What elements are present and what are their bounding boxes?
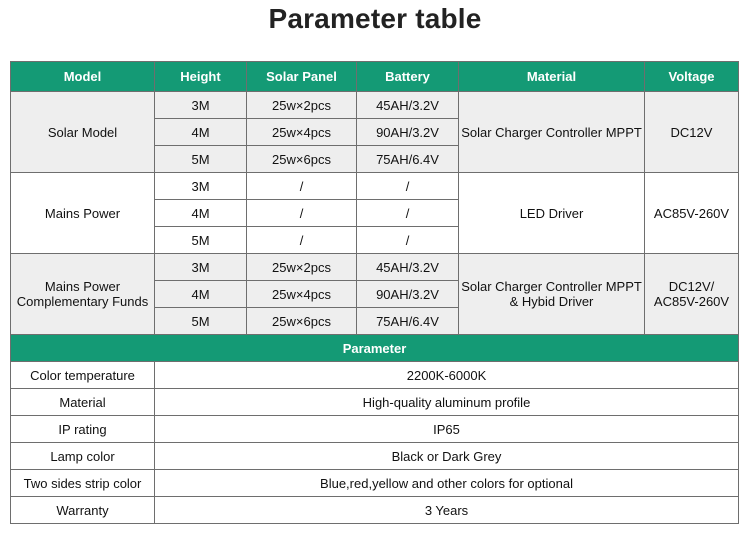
solar-panel-cell: 25w×6pcs: [247, 146, 357, 173]
solar-panel-cell: 25w×4pcs: [247, 281, 357, 308]
parameter-value: Black or Dark Grey: [155, 443, 739, 470]
model-cell: Mains Power Complementary Funds: [11, 254, 155, 335]
parameter-value: 3 Years: [155, 497, 739, 524]
battery-cell: 75AH/6.4V: [357, 146, 459, 173]
height-cell: 5M: [155, 308, 247, 335]
header-material: Material: [459, 62, 645, 92]
parameter-row: [11, 443, 739, 470]
parameter-row: [11, 497, 739, 524]
header-solar-panel: Solar Panel: [247, 62, 357, 92]
header-voltage: Voltage: [645, 62, 739, 92]
material-cell: Solar Charger Controller MPPT & Hybid Driver: [459, 254, 645, 335]
solar-panel-cell: 25w×6pcs: [247, 308, 357, 335]
battery-cell: /: [357, 200, 459, 227]
solar-panel-cell: 25w×4pcs: [247, 119, 357, 146]
header-model: Model: [11, 62, 155, 92]
material-cell: LED Driver: [459, 173, 645, 254]
height-cell: 4M: [155, 281, 247, 308]
page-title: Parameter table: [268, 3, 482, 34]
parameter-value: IP65: [155, 416, 739, 443]
parameter-header-row: [11, 335, 739, 362]
table-row: [11, 92, 739, 119]
height-cell: 5M: [155, 227, 247, 254]
parameter-label: Material: [11, 389, 155, 416]
battery-cell: 90AH/3.2V: [357, 281, 459, 308]
height-cell: 3M: [155, 92, 247, 119]
parameter-table: [10, 61, 739, 524]
height-cell: 3M: [155, 173, 247, 200]
model-cell: Solar Model: [11, 92, 155, 173]
battery-cell: 90AH/3.2V: [357, 119, 459, 146]
voltage-cell: DC12V/ AC85V-260V: [645, 254, 739, 335]
height-cell: 4M: [155, 119, 247, 146]
solar-panel-cell: /: [247, 227, 357, 254]
parameter-row: [11, 362, 739, 389]
parameter-label: Two sides strip color: [11, 470, 155, 497]
parameter-value: 2200K-6000K: [155, 362, 739, 389]
table-row: [11, 173, 739, 200]
parameter-row: [11, 470, 739, 497]
battery-cell: 45AH/3.2V: [357, 254, 459, 281]
solar-panel-cell: 25w×2pcs: [247, 254, 357, 281]
parameter-value: Blue,red,yellow and other colors for optional: [155, 470, 739, 497]
parameter-label: Warranty: [11, 497, 155, 524]
parameter-label: IP rating: [11, 416, 155, 443]
solar-panel-cell: /: [247, 173, 357, 200]
parameter-value: High-quality aluminum profile: [155, 389, 739, 416]
table-header-row: [11, 62, 739, 92]
battery-cell: /: [357, 173, 459, 200]
model-cell: Mains Power: [11, 173, 155, 254]
parameter-header: Parameter: [11, 335, 739, 362]
height-cell: 4M: [155, 200, 247, 227]
header-battery: Battery: [357, 62, 459, 92]
solar-panel-cell: /: [247, 200, 357, 227]
battery-cell: /: [357, 227, 459, 254]
height-cell: 5M: [155, 146, 247, 173]
battery-cell: 45AH/3.2V: [357, 92, 459, 119]
parameter-row: [11, 389, 739, 416]
parameter-row: [11, 416, 739, 443]
material-cell: Solar Charger Controller MPPT: [459, 92, 645, 173]
voltage-cell: DC12V: [645, 92, 739, 173]
voltage-cell: AC85V-260V: [645, 173, 739, 254]
table-row: [11, 254, 739, 281]
battery-cell: 75AH/6.4V: [357, 308, 459, 335]
parameter-label: Lamp color: [11, 443, 155, 470]
parameter-label: Color temperature: [11, 362, 155, 389]
height-cell: 3M: [155, 254, 247, 281]
solar-panel-cell: 25w×2pcs: [247, 92, 357, 119]
header-height: Height: [155, 62, 247, 92]
